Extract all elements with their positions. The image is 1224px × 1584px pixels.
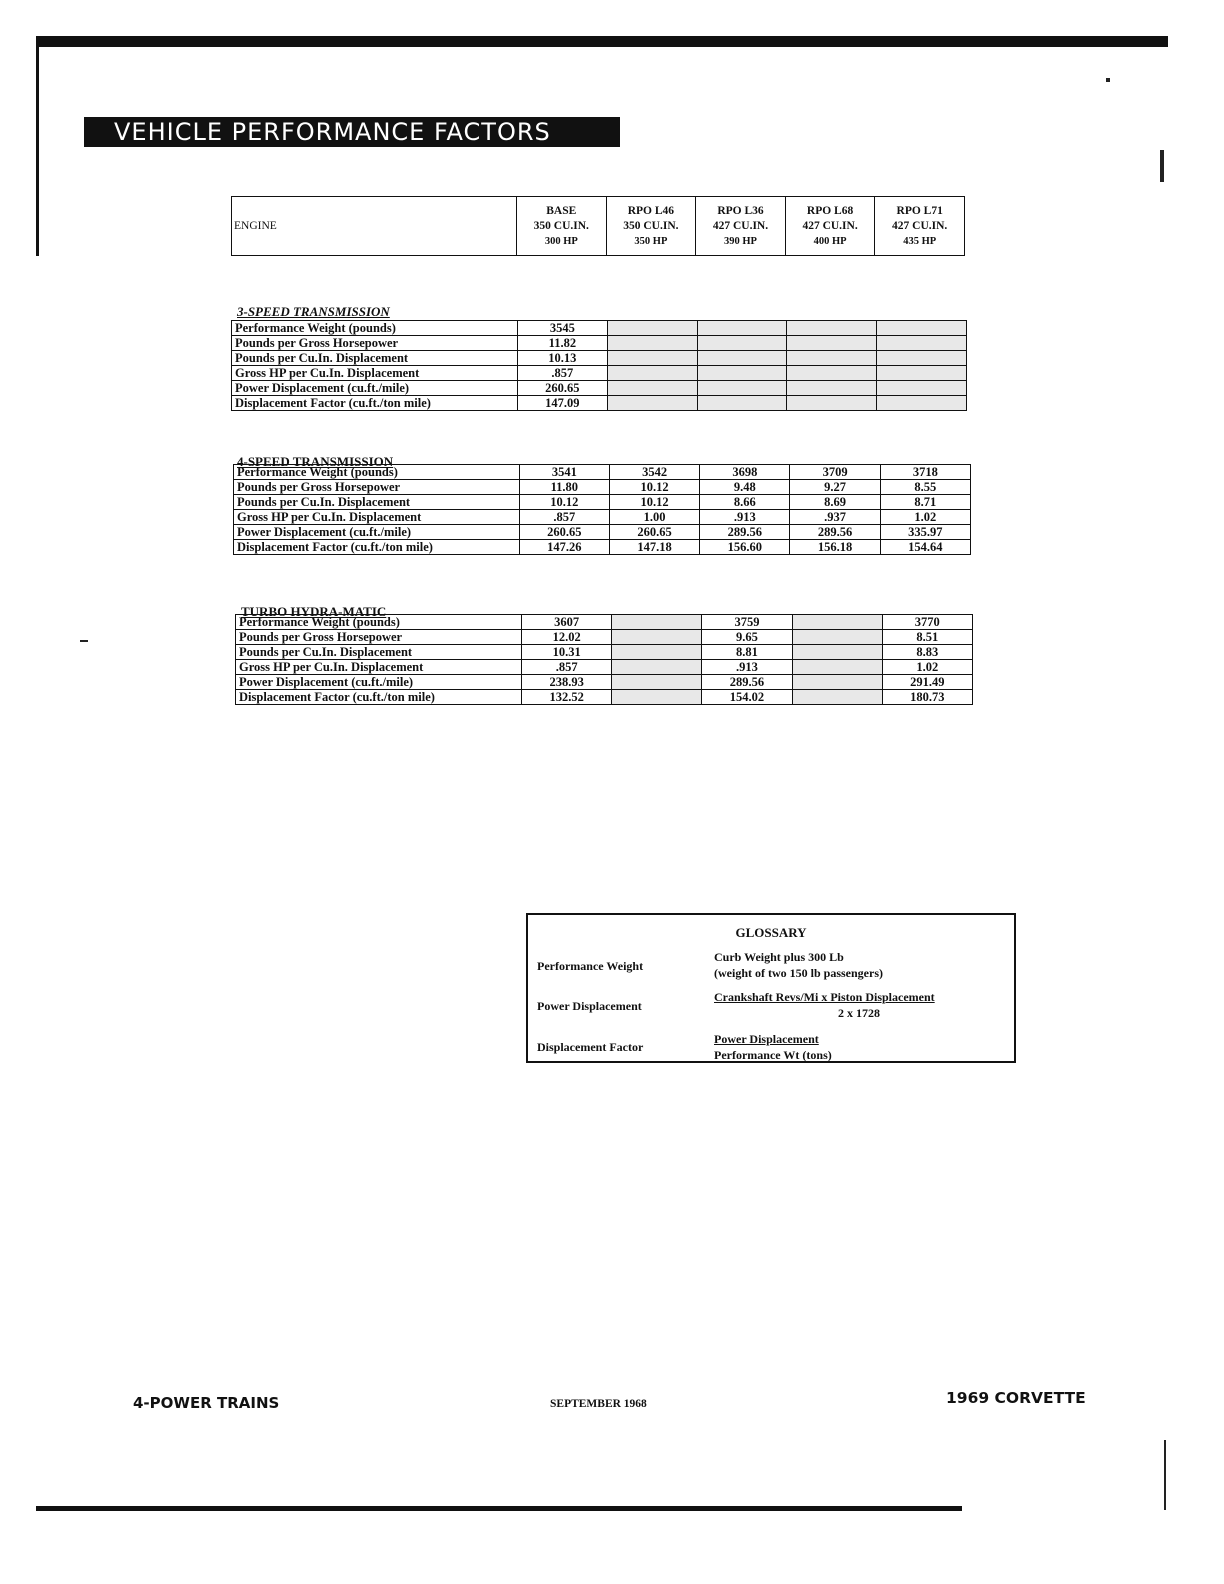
glossary-def-power-displacement: Crankshaft Revs/Mi x Piston Displacement 2 x 1728 (714, 990, 935, 1020)
table-row (236, 660, 973, 675)
table-cell: 12.02 (521, 630, 611, 645)
footer-date: SEPTEMBER 1968 (550, 1398, 647, 1410)
table-cell (612, 690, 702, 705)
glossary-term-displacement-factor: Displacement Factor (537, 1040, 644, 1054)
table-cell: .913 (702, 660, 792, 675)
table-cell: 10.12 (519, 495, 609, 510)
table-cell: 156.60 (700, 540, 790, 555)
table-cell: 132.52 (521, 690, 611, 705)
table-cell: 9.65 (702, 630, 792, 645)
speck-mark (1106, 78, 1110, 82)
table-row (232, 321, 967, 336)
table-cell (612, 630, 702, 645)
table-cell: 238.93 (521, 675, 611, 690)
table-cell (877, 351, 967, 366)
table-cell (787, 321, 877, 336)
row-label: Pounds per Cu.In. Displacement (232, 351, 518, 366)
table-cell: 3698 (700, 465, 790, 480)
table-cell: 10.31 (521, 645, 611, 660)
row-label: Displacement Factor (cu.ft./ton mile) (232, 396, 518, 411)
table-cell (792, 660, 882, 675)
table-cell (877, 396, 967, 411)
table-cell: 335.97 (880, 525, 970, 540)
engine-header-table (231, 196, 965, 256)
row-label: Performance Weight (pounds) (232, 321, 518, 336)
table-cell: 147.09 (517, 396, 607, 411)
table-cell: 291.49 (882, 675, 972, 690)
table-cell: 289.56 (700, 525, 790, 540)
table-cell (697, 366, 787, 381)
engine-column-l46: RPO L46 350 CU.IN. 350 HP (606, 197, 696, 256)
table-cell (877, 321, 967, 336)
table-cell: 3542 (609, 465, 699, 480)
table-row (236, 630, 973, 645)
table-row (234, 465, 971, 480)
section-title-4-speed: 4-SPEED TRANSMISSION (237, 454, 394, 469)
table-cell: 3759 (702, 615, 792, 630)
table-row (236, 645, 973, 660)
footer-section: 4-POWER TRAINS (133, 1394, 280, 1412)
table-cell: 1.02 (880, 510, 970, 525)
edge-mark (1160, 150, 1164, 182)
engine-column-base: BASE 350 CU.IN. 300 HP (517, 197, 607, 256)
table-cell (607, 351, 697, 366)
bottom-rule (36, 1506, 962, 1511)
table-row (232, 336, 967, 351)
row-label: Performance Weight (pounds) (236, 615, 522, 630)
glossary-term-power-displacement: Power Displacement (537, 999, 642, 1013)
table-cell (787, 366, 877, 381)
table-cell: 10.12 (609, 495, 699, 510)
table-cell (607, 381, 697, 396)
right-rule (1164, 1440, 1166, 1510)
table-cell: 156.18 (790, 540, 880, 555)
row-label: Gross HP per Cu.In. Displacement (232, 366, 518, 381)
left-rule (36, 36, 39, 256)
table-3-speed (231, 320, 967, 411)
row-label: Pounds per Gross Horsepower (232, 336, 518, 351)
table-cell (877, 336, 967, 351)
table-cell (697, 321, 787, 336)
glossary-def-displacement-factor: Power Displacement Performance Wt (tons) (714, 1032, 832, 1062)
table-cell: 8.71 (880, 495, 970, 510)
table-cell (697, 396, 787, 411)
row-label: Pounds per Gross Horsepower (234, 480, 520, 495)
table-cell: 154.02 (702, 690, 792, 705)
table-cell (792, 690, 882, 705)
table-row (236, 675, 973, 690)
engine-header-row (232, 197, 965, 256)
table-turbo-hydramatic (235, 614, 973, 705)
table-cell: 260.65 (517, 381, 607, 396)
table-cell (607, 336, 697, 351)
table-row (232, 366, 967, 381)
table-cell: .857 (521, 660, 611, 675)
table-cell (607, 396, 697, 411)
table-cell: 8.83 (882, 645, 972, 660)
table-row (232, 351, 967, 366)
table-cell: .913 (700, 510, 790, 525)
row-label: Power Displacement (cu.ft./mile) (232, 381, 518, 396)
glossary-box (526, 913, 1016, 1063)
table-cell: 3770 (882, 615, 972, 630)
table-cell: 289.56 (702, 675, 792, 690)
table-cell (792, 645, 882, 660)
row-label: Gross HP per Cu.In. Displacement (234, 510, 520, 525)
table-cell: 3718 (880, 465, 970, 480)
table-row (232, 396, 967, 411)
table-cell: 3545 (517, 321, 607, 336)
table-cell: 8.51 (882, 630, 972, 645)
table-cell (877, 366, 967, 381)
table-cell (877, 381, 967, 396)
row-label: Gross HP per Cu.In. Displacement (236, 660, 522, 675)
table-cell (612, 645, 702, 660)
table-cell: 10.13 (517, 351, 607, 366)
table-cell (607, 321, 697, 336)
row-label: Power Displacement (cu.ft./mile) (236, 675, 522, 690)
table-cell (612, 615, 702, 630)
table-cell (787, 336, 877, 351)
table-cell (787, 381, 877, 396)
table-cell: 3541 (519, 465, 609, 480)
table-cell: 9.48 (700, 480, 790, 495)
section-title-3-speed: 3-SPEED TRANSMISSION (237, 304, 390, 319)
table-cell: 260.65 (609, 525, 699, 540)
table-cell (697, 336, 787, 351)
table-row (236, 690, 973, 705)
table-cell: .857 (517, 366, 607, 381)
glossary-term-performance-weight: Performance Weight (537, 959, 644, 973)
table-row (234, 480, 971, 495)
table-cell: 289.56 (790, 525, 880, 540)
table-cell: .937 (790, 510, 880, 525)
table-cell: 8.69 (790, 495, 880, 510)
table-cell (697, 381, 787, 396)
row-label: Pounds per Gross Horsepower (236, 630, 522, 645)
table-4-speed (233, 464, 971, 555)
table-cell: 8.66 (700, 495, 790, 510)
engine-column-l71: RPO L71 427 CU.IN. 435 HP (875, 197, 965, 256)
engine-label: ENGINE (232, 197, 517, 256)
engine-column-l68: RPO L68 427 CU.IN. 400 HP (785, 197, 875, 256)
speck-mark (80, 640, 88, 642)
table-cell (792, 630, 882, 645)
table-row (234, 495, 971, 510)
table-cell: 10.12 (609, 480, 699, 495)
table-cell: 8.55 (880, 480, 970, 495)
table-cell: 9.27 (790, 480, 880, 495)
section-title-turbo-hydramatic: TURBO HYDRA-MATIC (241, 604, 387, 619)
glossary-def-performance-weight: Curb Weight plus 300 Lb (weight of two 150 lb passengers) (714, 950, 883, 980)
row-label: Displacement Factor (cu.ft./ton mile) (234, 540, 520, 555)
table-cell: 3709 (790, 465, 880, 480)
table-cell: 3607 (521, 615, 611, 630)
row-label: Pounds per Cu.In. Displacement (234, 495, 520, 510)
table-row (232, 381, 967, 396)
table-cell (792, 615, 882, 630)
table-cell: .857 (519, 510, 609, 525)
table-cell: 11.80 (519, 480, 609, 495)
table-cell (612, 675, 702, 690)
table-cell: 1.00 (609, 510, 699, 525)
table-cell: 260.65 (519, 525, 609, 540)
table-cell (787, 351, 877, 366)
table-cell: 8.81 (702, 645, 792, 660)
table-cell: 180.73 (882, 690, 972, 705)
footer-model: 1969 CORVETTE (946, 1389, 1086, 1407)
row-label: Performance Weight (pounds) (234, 465, 520, 480)
row-label: Power Displacement (cu.ft./mile) (234, 525, 520, 540)
table-cell (787, 396, 877, 411)
row-label: Pounds per Cu.In. Displacement (236, 645, 522, 660)
table-cell (697, 351, 787, 366)
table-cell: 154.64 (880, 540, 970, 555)
table-cell: 1.02 (882, 660, 972, 675)
table-row (234, 510, 971, 525)
page-title: VEHICLE PERFORMANCE FACTORS (84, 117, 620, 147)
table-cell (792, 675, 882, 690)
table-cell: 11.82 (517, 336, 607, 351)
top-rule (36, 36, 1168, 47)
table-cell: 147.26 (519, 540, 609, 555)
row-label: Displacement Factor (cu.ft./ton mile) (236, 690, 522, 705)
table-row (234, 540, 971, 555)
glossary-title: GLOSSARY (735, 925, 807, 940)
table-cell (607, 366, 697, 381)
table-row (234, 525, 971, 540)
table-cell: 147.18 (609, 540, 699, 555)
engine-column-l36: RPO L36 427 CU.IN. 390 HP (696, 197, 786, 256)
table-row (236, 615, 973, 630)
table-cell (612, 660, 702, 675)
